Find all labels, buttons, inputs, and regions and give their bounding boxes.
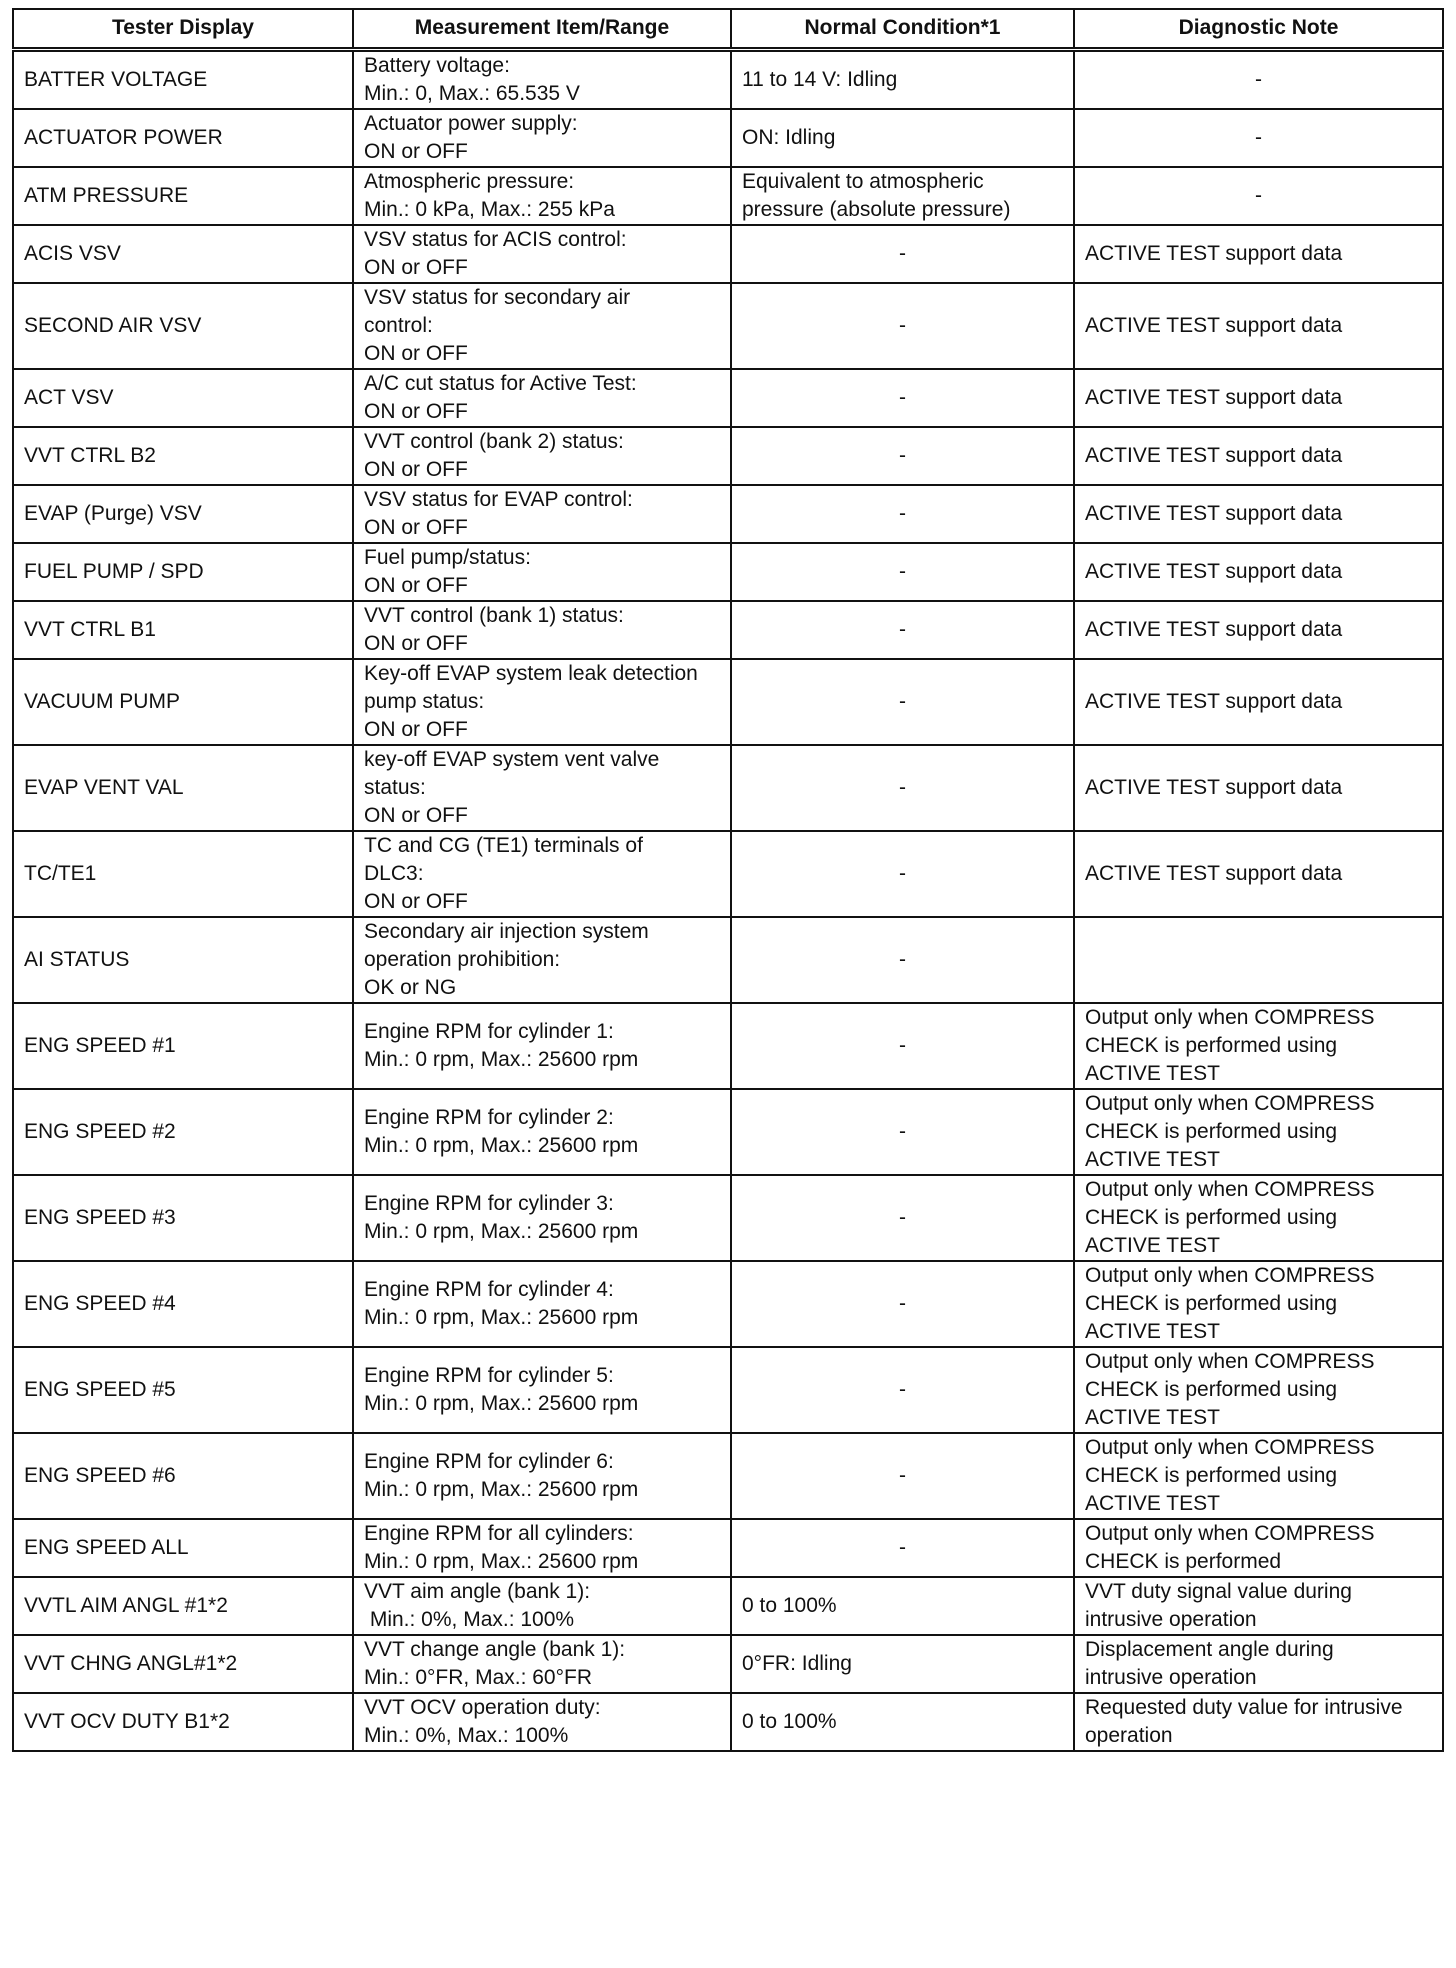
- table-row: [13, 1635, 1443, 1693]
- measurement-item-cell-line: Min.: 0 rpm, Max.: 25600 rpm: [364, 1047, 639, 1071]
- diagnostic-note-cell-line: Requested duty value for intrusive: [1085, 1695, 1403, 1719]
- table-row: [13, 1175, 1443, 1261]
- diagnostic-note-cell: [1074, 1693, 1443, 1751]
- measurement-item-cell-line: Min.: 0 rpm, Max.: 25600 rpm: [364, 1305, 639, 1329]
- normal-condition-cell-line: -: [899, 1033, 906, 1057]
- diagnostic-note-cell-line: VVT duty signal value during: [1085, 1579, 1352, 1603]
- measurement-item-cell-line: Min.: 0%, Max.: 100%: [364, 1723, 569, 1747]
- normal-condition-cell: [731, 1693, 1074, 1751]
- measurement-item-cell: [353, 1003, 731, 1089]
- measurement-item-cell-line: Min.: 0, Max.: 65.535 V: [364, 81, 580, 105]
- table-row: [13, 225, 1443, 283]
- measurement-item-cell-line: VSV status for EVAP control:: [364, 487, 633, 511]
- normal-condition-cell-line: -: [899, 241, 906, 265]
- table-row: [13, 485, 1443, 543]
- diagnostic-note-cell-line: ACTIVE TEST support data: [1085, 501, 1343, 525]
- measurement-item-cell-line: VSV status for ACIS control:: [364, 227, 627, 251]
- data-list-table-wrapper: [12, 8, 1442, 1752]
- diagnostic-note-cell: [1074, 1577, 1443, 1635]
- measurement-item-cell: [353, 225, 731, 283]
- diagnostic-note-cell-line: ACTIVE TEST: [1085, 1319, 1220, 1343]
- diagnostic-note-cell-line: intrusive operation: [1085, 1665, 1257, 1689]
- normal-condition-cell: [731, 601, 1074, 659]
- normal-condition-cell: [731, 543, 1074, 601]
- tester-display-cell: VVT CTRL B2: [13, 427, 353, 485]
- diagnostic-note-cell-line: Output only when COMPRESS: [1085, 1177, 1375, 1201]
- normal-condition-cell: [731, 1003, 1074, 1089]
- normal-condition-cell-line: -: [899, 775, 906, 799]
- diagnostic-note-cell-line: intrusive operation: [1085, 1607, 1257, 1631]
- measurement-item-cell: [353, 917, 731, 1003]
- diagnostic-note-cell-line: ACTIVE TEST support data: [1085, 861, 1343, 885]
- diagnostic-note-cell-line: Output only when COMPRESS: [1085, 1091, 1375, 1115]
- normal-condition-cell-line: pressure (absolute pressure): [742, 197, 1011, 221]
- normal-condition-cell: [731, 917, 1074, 1003]
- diagnostic-note-cell: [1074, 225, 1443, 283]
- normal-condition-cell: [731, 1089, 1074, 1175]
- measurement-item-cell-line: Engine RPM for cylinder 5:: [364, 1363, 614, 1387]
- measurement-item-cell-line: control:: [364, 313, 433, 337]
- measurement-item-cell-line: TC and CG (TE1) terminals of: [364, 833, 643, 857]
- diagnostic-note-cell-line: Output only when COMPRESS: [1085, 1263, 1375, 1287]
- table-row: [13, 49, 1443, 109]
- normal-condition-cell: [731, 109, 1074, 167]
- diagnostic-note-cell: [1074, 543, 1443, 601]
- diagnostic-note-cell-line: ACTIVE TEST: [1085, 1233, 1220, 1257]
- measurement-item-cell-line: ON or OFF: [364, 803, 468, 827]
- measurement-item-cell-line: Engine RPM for cylinder 4:: [364, 1277, 614, 1301]
- tester-display-cell: EVAP (Purge) VSV: [13, 485, 353, 543]
- table-row: [13, 543, 1443, 601]
- diagnostic-note-cell: [1074, 1347, 1443, 1433]
- measurement-item-cell: [353, 659, 731, 745]
- normal-condition-cell-line: -: [899, 559, 906, 583]
- header-row: [13, 9, 1443, 49]
- measurement-item-cell-line: Min.: 0 rpm, Max.: 25600 rpm: [364, 1549, 639, 1573]
- table-row: [13, 601, 1443, 659]
- normal-condition-cell-line: -: [899, 689, 906, 713]
- tester-display-cell: VVTL AIM ANGL #1*2: [13, 1577, 353, 1635]
- diagnostic-note-cell-line: ACTIVE TEST support data: [1085, 617, 1343, 641]
- tester-display-cell: ATM PRESSURE: [13, 167, 353, 225]
- normal-condition-cell: [731, 831, 1074, 917]
- measurement-item-cell: [353, 167, 731, 225]
- table-row: [13, 1577, 1443, 1635]
- table-row: [13, 283, 1443, 369]
- measurement-item-cell: [353, 745, 731, 831]
- tester-display-cell: ENG SPEED #4: [13, 1261, 353, 1347]
- measurement-item-cell-line: key-off EVAP system vent valve: [364, 747, 660, 771]
- measurement-item-cell: [353, 369, 731, 427]
- diagnostic-note-cell: [1074, 167, 1443, 225]
- table-row: [13, 1347, 1443, 1433]
- measurement-item-cell-line: VSV status for secondary air: [364, 285, 631, 309]
- measurement-item-cell-line: Min.: 0 rpm, Max.: 25600 rpm: [364, 1477, 639, 1501]
- measurement-item-cell-line: pump status:: [364, 689, 485, 713]
- diagnostic-note-cell-line: CHECK is performed: [1085, 1549, 1282, 1573]
- measurement-item-cell-line: Min.: 0 kPa, Max.: 255 kPa: [364, 197, 615, 221]
- diagnostic-note-cell: [1074, 1433, 1443, 1519]
- normal-condition-cell-line: -: [899, 617, 906, 641]
- diagnostic-note-cell-line: ACTIVE TEST: [1085, 1405, 1220, 1429]
- table-header: [13, 9, 1443, 49]
- normal-condition-cell-line: 0 to 100%: [742, 1593, 837, 1617]
- tester-display-cell: VVT CHNG ANGL#1*2: [13, 1635, 353, 1693]
- normal-condition-cell: [731, 1175, 1074, 1261]
- diagnostic-note-cell: [1074, 659, 1443, 745]
- tester-display-cell: SECOND AIR VSV: [13, 283, 353, 369]
- diagnostic-note-cell-line: ACTIVE TEST: [1085, 1061, 1220, 1085]
- diagnostic-note-cell: [1074, 1175, 1443, 1261]
- normal-condition-cell: [731, 1635, 1074, 1693]
- measurement-item-cell-line: status:: [364, 775, 426, 799]
- measurement-item-cell: [353, 1635, 731, 1693]
- normal-condition-cell-line: 0 to 100%: [742, 1709, 837, 1733]
- normal-condition-cell-line: -: [899, 861, 906, 885]
- measurement-item-cell-line: Secondary air injection system: [364, 919, 649, 943]
- measurement-item-cell: [353, 1693, 731, 1751]
- diagnostic-note-cell: [1074, 831, 1443, 917]
- measurement-item-cell-line: Fuel pump/status:: [364, 545, 531, 569]
- diagnostic-note-cell-line: ACTIVE TEST support data: [1085, 689, 1343, 713]
- measurement-item-cell: [353, 485, 731, 543]
- normal-condition-cell-line: 0°FR: Idling: [742, 1651, 852, 1675]
- normal-condition-cell-line: Equivalent to atmospheric: [742, 169, 984, 193]
- measurement-item-cell-line: Engine RPM for cylinder 3:: [364, 1191, 614, 1215]
- diagnostic-note-cell: [1074, 427, 1443, 485]
- diagnostic-note-cell-line: ACTIVE TEST support data: [1085, 241, 1343, 265]
- normal-condition-cell: [731, 49, 1074, 109]
- normal-condition-cell: [731, 225, 1074, 283]
- diagnostic-note-cell: [1074, 1519, 1443, 1577]
- tester-display-cell: ENG SPEED #1: [13, 1003, 353, 1089]
- measurement-item-cell: [353, 1519, 731, 1577]
- diagnostic-note-cell-line: Output only when COMPRESS: [1085, 1349, 1375, 1373]
- measurement-item-cell-line: Key-off EVAP system leak detection: [364, 661, 698, 685]
- measurement-item-cell-line: ON or OFF: [364, 399, 468, 423]
- normal-condition-cell-line: -: [899, 385, 906, 409]
- diagnostic-note-cell: [1074, 485, 1443, 543]
- measurement-item-cell-line: VVT change angle (bank 1):: [364, 1637, 626, 1661]
- normal-condition-cell: [731, 167, 1074, 225]
- measurement-item-cell: [353, 427, 731, 485]
- tester-display-cell: TC/TE1: [13, 831, 353, 917]
- table-row: [13, 1433, 1443, 1519]
- tester-display-cell: ACIS VSV: [13, 225, 353, 283]
- measurement-item-cell: [353, 1175, 731, 1261]
- diagnostic-note-cell-line: CHECK is performed using: [1085, 1291, 1338, 1315]
- diagnostic-note-cell: [1074, 1635, 1443, 1693]
- measurement-item-cell-line: Actuator power supply:: [364, 111, 578, 135]
- tester-display-cell: ENG SPEED #5: [13, 1347, 353, 1433]
- measurement-item-cell-line: Battery voltage:: [364, 53, 510, 77]
- measurement-item-cell-line: OK or NG: [364, 975, 457, 999]
- diagnostic-note-cell-line: Output only when COMPRESS: [1085, 1435, 1375, 1459]
- table-row: [13, 1261, 1443, 1347]
- measurement-item-cell-line: ON or OFF: [364, 717, 468, 741]
- normal-condition-cell-line: ON: Idling: [742, 125, 836, 149]
- tester-display-cell: BATTER VOLTAGE: [13, 49, 353, 109]
- measurement-item-cell: [353, 543, 731, 601]
- measurement-item-cell: [353, 1347, 731, 1433]
- measurement-item-cell-line: VVT OCV operation duty:: [364, 1695, 601, 1719]
- measurement-item-cell-line: ON or OFF: [364, 889, 468, 913]
- measurement-item-cell-line: ON or OFF: [364, 631, 468, 655]
- normal-condition-cell: [731, 283, 1074, 369]
- measurement-item-cell-line: Min.: 0 rpm, Max.: 25600 rpm: [364, 1133, 639, 1157]
- measurement-item-cell-line: ON or OFF: [364, 457, 468, 481]
- measurement-item-cell-line: A/C cut status for Active Test:: [364, 371, 637, 395]
- measurement-item-cell-line: Engine RPM for all cylinders:: [364, 1521, 634, 1545]
- diagnostic-note-cell: [1074, 1089, 1443, 1175]
- diagnostic-note-cell-line: Displacement angle during: [1085, 1637, 1334, 1661]
- diagnostic-note-cell: [1074, 109, 1443, 167]
- tester-display-cell: FUEL PUMP / SPD: [13, 543, 353, 601]
- measurement-item-cell: [353, 283, 731, 369]
- normal-condition-cell-line: -: [899, 443, 906, 467]
- normal-condition-cell-line: -: [899, 1205, 906, 1229]
- diagnostic-note-cell-line: CHECK is performed using: [1085, 1377, 1338, 1401]
- normal-condition-cell-line: -: [899, 501, 906, 525]
- normal-condition-cell-line: -: [899, 1291, 906, 1315]
- measurement-item-cell-line: Atmospheric pressure:: [364, 169, 575, 193]
- header-normal-condition: Normal Condition*1: [731, 9, 1074, 49]
- measurement-item-cell-line: Min.: 0%, Max.: 100%: [364, 1607, 575, 1631]
- diagnostic-note-cell-line: -: [1255, 125, 1262, 149]
- data-list-table: [12, 8, 1444, 1752]
- measurement-item-cell: [353, 831, 731, 917]
- diagnostic-note-cell-line: Output only when COMPRESS: [1085, 1521, 1375, 1545]
- measurement-item-cell-line: Min.: 0 rpm, Max.: 25600 rpm: [364, 1219, 639, 1243]
- diagnostic-note-cell-line: ACTIVE TEST support data: [1085, 443, 1343, 467]
- diagnostic-note-cell-line: Output only when COMPRESS: [1085, 1005, 1375, 1029]
- normal-condition-cell: [731, 1261, 1074, 1347]
- diagnostic-note-cell-line: CHECK is performed using: [1085, 1119, 1338, 1143]
- measurement-item-cell-line: ON or OFF: [364, 139, 468, 163]
- normal-condition-cell: [731, 1347, 1074, 1433]
- diagnostic-note-cell: [1074, 917, 1443, 1003]
- diagnostic-note-cell: [1074, 283, 1443, 369]
- measurement-item-cell-line: Min.: 0 rpm, Max.: 25600 rpm: [364, 1391, 639, 1415]
- table-row: [13, 109, 1443, 167]
- tester-display-cell: VACUUM PUMP: [13, 659, 353, 745]
- table-row: [13, 917, 1443, 1003]
- normal-condition-cell-line: -: [899, 1463, 906, 1487]
- measurement-item-cell: [353, 601, 731, 659]
- table-row: [13, 427, 1443, 485]
- diagnostic-note-cell-line: ACTIVE TEST: [1085, 1147, 1220, 1171]
- diagnostic-note-cell-line: operation: [1085, 1723, 1173, 1747]
- table-row: [13, 745, 1443, 831]
- tester-display-cell: EVAP VENT VAL: [13, 745, 353, 831]
- measurement-item-cell-line: ON or OFF: [364, 573, 468, 597]
- normal-condition-cell: [731, 1577, 1074, 1635]
- diagnostic-note-cell: [1074, 745, 1443, 831]
- measurement-item-cell: [353, 49, 731, 109]
- diagnostic-note-cell: [1074, 1003, 1443, 1089]
- diagnostic-note-cell-line: CHECK is performed using: [1085, 1033, 1338, 1057]
- measurement-item-cell: [353, 1433, 731, 1519]
- normal-condition-cell-line: 11 to 14 V: Idling: [742, 67, 898, 91]
- tester-display-cell: VVT CTRL B1: [13, 601, 353, 659]
- table-row: [13, 659, 1443, 745]
- measurement-item-cell-line: Engine RPM for cylinder 6:: [364, 1449, 614, 1473]
- normal-condition-cell-line: -: [899, 1377, 906, 1401]
- diagnostic-note-cell-line: ACTIVE TEST support data: [1085, 559, 1343, 583]
- tester-display-cell: AI STATUS: [13, 917, 353, 1003]
- diagnostic-note-cell: [1074, 601, 1443, 659]
- diagnostic-note-cell: [1074, 49, 1443, 109]
- measurement-item-cell: [353, 1261, 731, 1347]
- measurement-item-cell: [353, 1577, 731, 1635]
- header-diagnostic-note: Diagnostic Note: [1074, 9, 1443, 49]
- diagnostic-note-cell-line: ACTIVE TEST support data: [1085, 313, 1343, 337]
- header-measurement-item: Measurement Item/Range: [353, 9, 731, 49]
- normal-condition-cell: [731, 659, 1074, 745]
- normal-condition-cell: [731, 369, 1074, 427]
- table-row: [13, 167, 1443, 225]
- measurement-item-cell-line: ON or OFF: [364, 255, 468, 279]
- measurement-item-cell-line: Engine RPM for cylinder 1:: [364, 1019, 614, 1043]
- measurement-item-cell-line: ON or OFF: [364, 515, 468, 539]
- measurement-item-cell: [353, 109, 731, 167]
- normal-condition-cell: [731, 485, 1074, 543]
- measurement-item-cell-line: operation prohibition:: [364, 947, 561, 971]
- tester-display-cell: ENG SPEED ALL: [13, 1519, 353, 1577]
- normal-condition-cell-line: -: [899, 313, 906, 337]
- measurement-item-cell-line: ON or OFF: [364, 341, 468, 365]
- measurement-item-cell: [353, 1089, 731, 1175]
- measurement-item-cell-line: DLC3:: [364, 861, 424, 885]
- measurement-item-cell-line: VVT control (bank 1) status:: [364, 603, 624, 627]
- normal-condition-cell: [731, 427, 1074, 485]
- measurement-item-cell-line: VVT control (bank 2) status:: [364, 429, 624, 453]
- table-row: [13, 1089, 1443, 1175]
- tester-display-cell: ACT VSV: [13, 369, 353, 427]
- measurement-item-cell-line: Min.: 0°FR, Max.: 60°FR: [364, 1665, 593, 1689]
- tester-display-cell: ENG SPEED #6: [13, 1433, 353, 1519]
- table-row: [13, 831, 1443, 917]
- measurement-item-cell-line: Engine RPM for cylinder 2:: [364, 1105, 614, 1129]
- tester-display-cell: ENG SPEED #2: [13, 1089, 353, 1175]
- table-row: [13, 369, 1443, 427]
- diagnostic-note-cell-line: -: [1255, 183, 1262, 207]
- diagnostic-note-cell: [1074, 369, 1443, 427]
- table-row: [13, 1003, 1443, 1089]
- tester-display-cell: VVT OCV DUTY B1*2: [13, 1693, 353, 1751]
- normal-condition-cell: [731, 1519, 1074, 1577]
- tester-display-cell: ACTUATOR POWER: [13, 109, 353, 167]
- diagnostic-note-cell-line: CHECK is performed using: [1085, 1205, 1338, 1229]
- measurement-item-cell-line: VVT aim angle (bank 1):: [364, 1579, 591, 1603]
- tester-display-cell: ENG SPEED #3: [13, 1175, 353, 1261]
- diagnostic-note-cell-line: ACTIVE TEST: [1085, 1491, 1220, 1515]
- diagnostic-note-cell-line: -: [1255, 67, 1262, 91]
- normal-condition-cell-line: -: [899, 1119, 906, 1143]
- normal-condition-cell-line: -: [899, 1535, 906, 1559]
- normal-condition-cell-line: -: [899, 947, 906, 971]
- table-row: [13, 1693, 1443, 1751]
- header-tester-display: Tester Display: [13, 9, 353, 49]
- diagnostic-note-cell-line: ACTIVE TEST support data: [1085, 385, 1343, 409]
- normal-condition-cell: [731, 1433, 1074, 1519]
- diagnostic-note-cell-line: CHECK is performed using: [1085, 1463, 1338, 1487]
- table-row: [13, 1519, 1443, 1577]
- table-body: [13, 49, 1443, 1751]
- diagnostic-note-cell-line: ACTIVE TEST support data: [1085, 775, 1343, 799]
- diagnostic-note-cell: [1074, 1261, 1443, 1347]
- normal-condition-cell: [731, 745, 1074, 831]
